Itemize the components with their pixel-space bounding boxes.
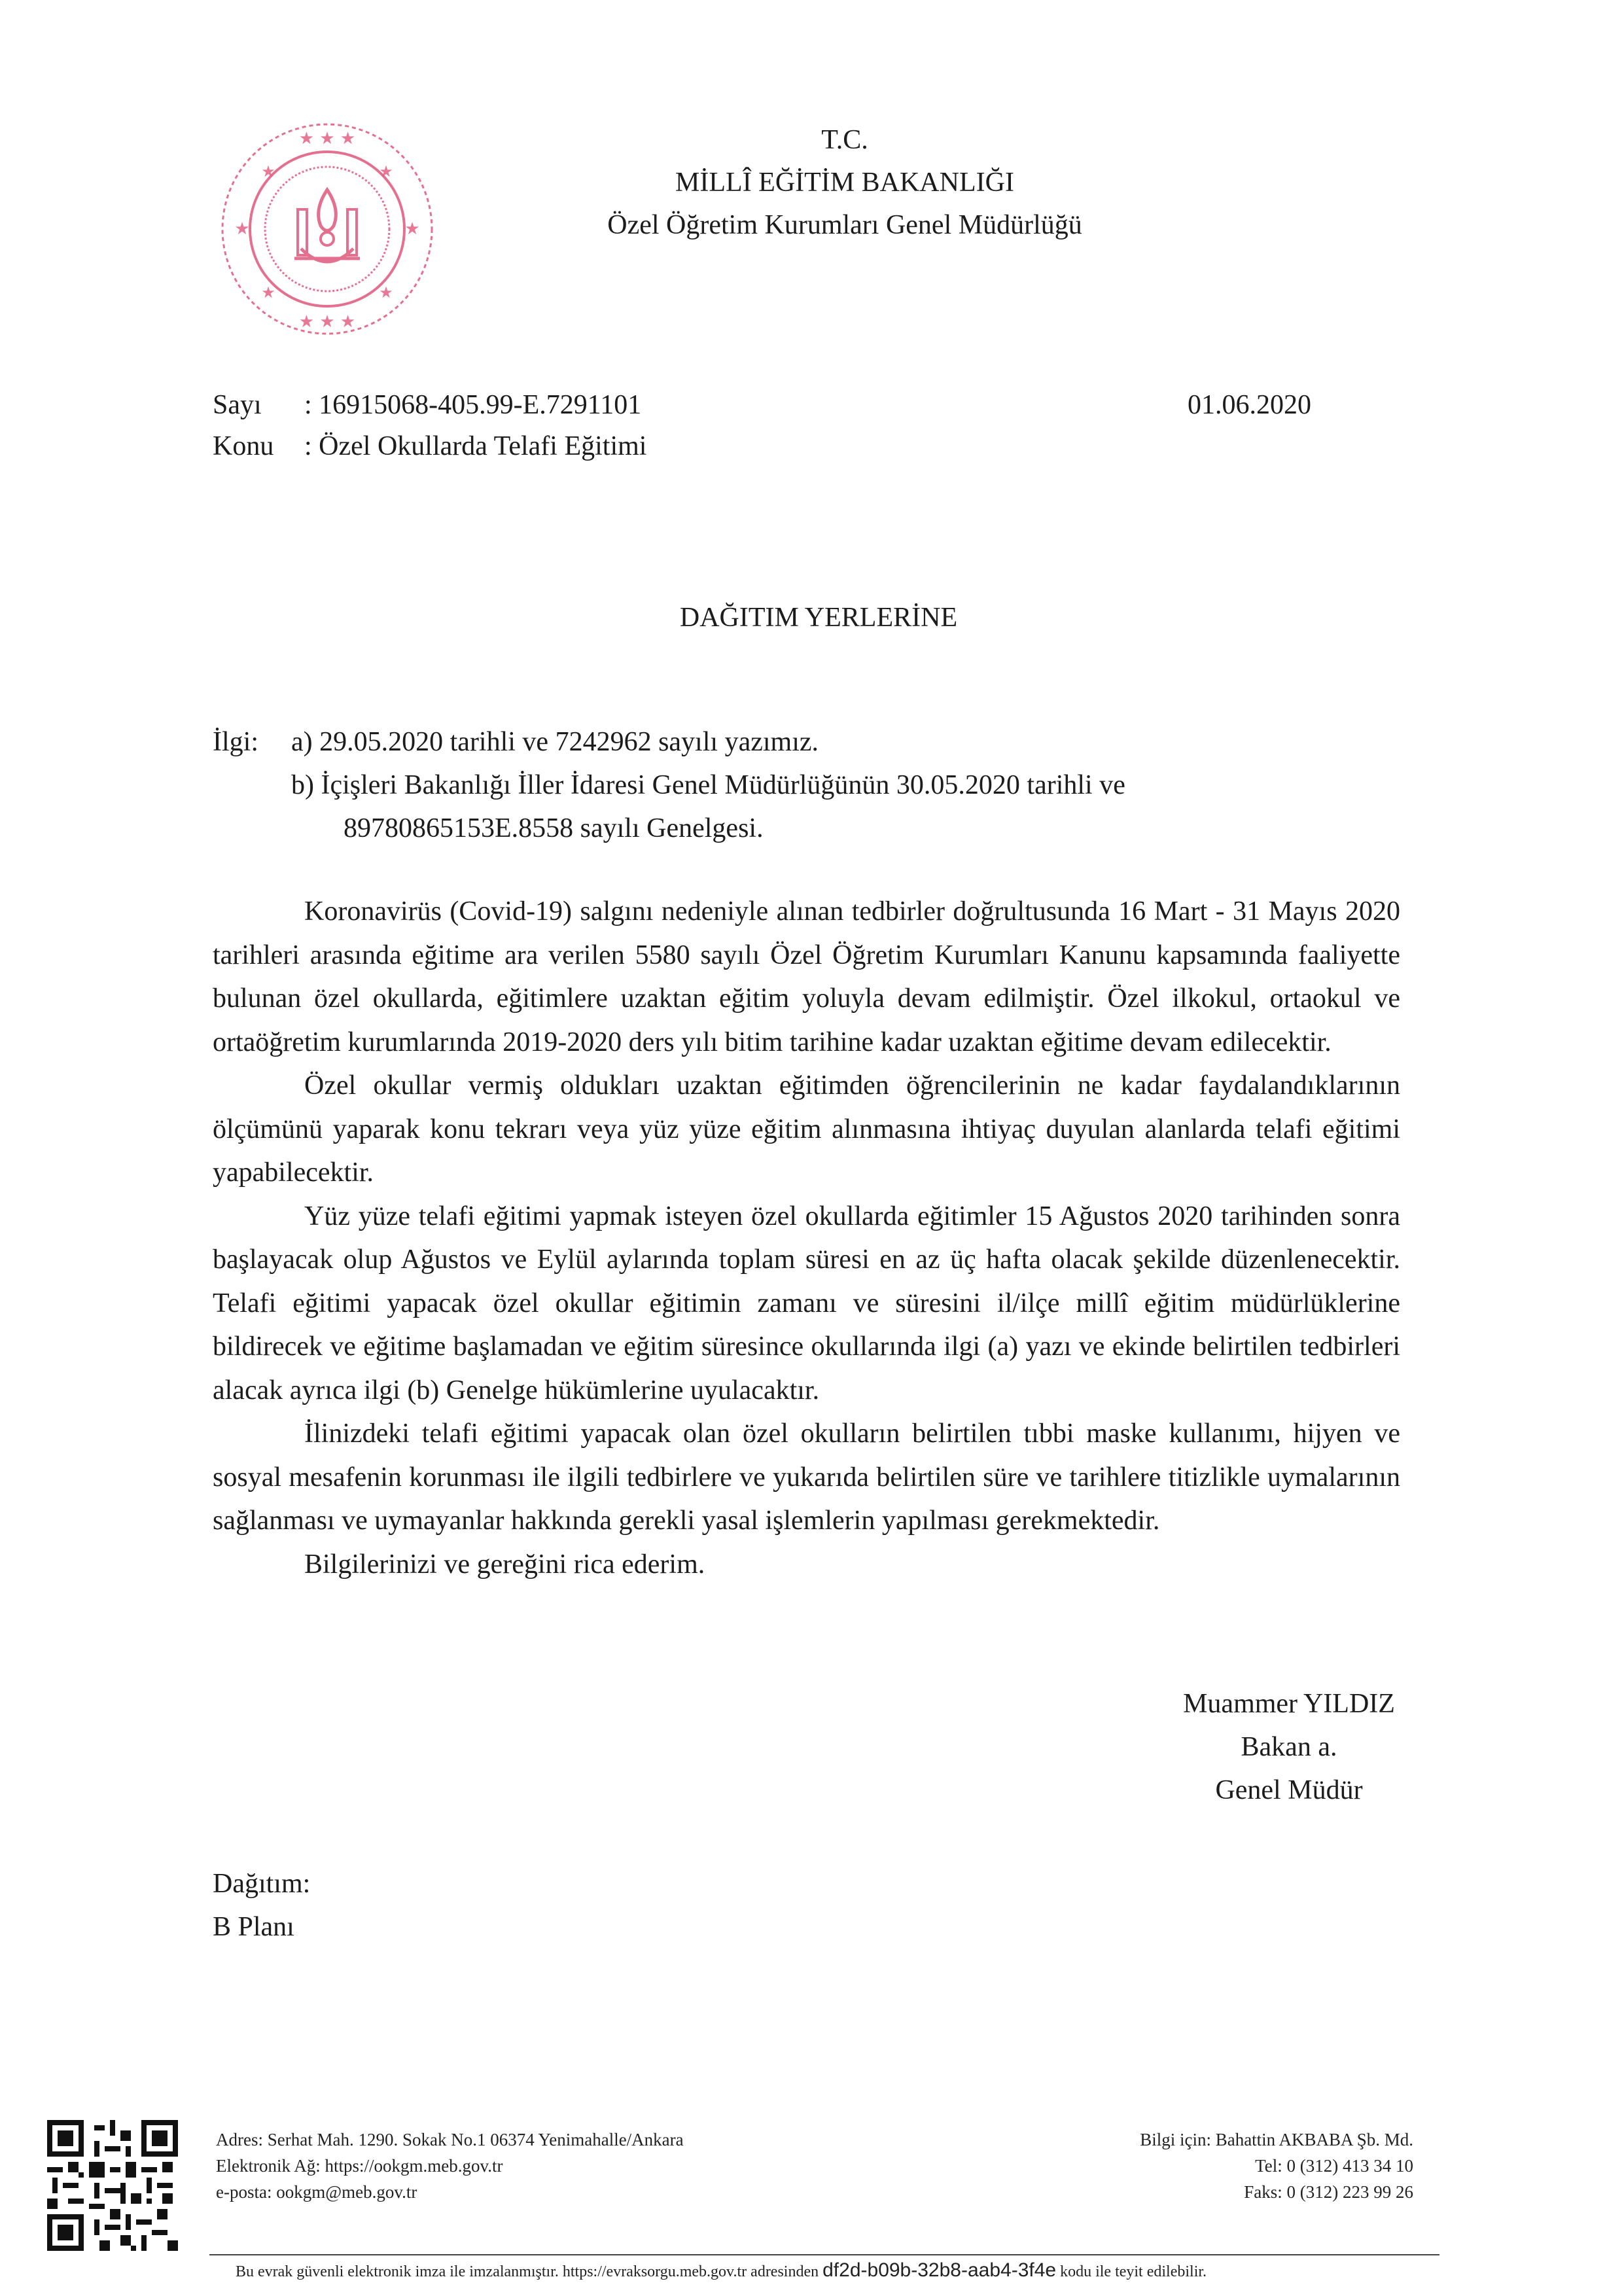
footer-info: [1021, 2130, 1413, 2215]
konu-value: : Özel Okullarda Telafi Eğitimi: [304, 431, 647, 461]
footer-email[interactable]: e-posta: ookgm@meb.gov.tr: [216, 2182, 417, 2202]
addressee-text: DAĞITIM YERLERİNE: [679, 603, 958, 633]
ilgi-b-line1: b) İçişleri Bakanlığı İller İdaresi Genel Müdürlüğünün 30.05.2020 tarihli ve: [291, 770, 1125, 800]
signature-block: [1152, 1688, 1426, 1832]
footer-contact: [216, 2130, 870, 2215]
header-ministry: MİLLÎ EĞİTİM BAKANLIĞI: [675, 168, 1014, 198]
header-directorate: Özel Öğretim Kurumları Genel Müdürlüğü: [607, 210, 1082, 240]
paragraph-3: Yüz yüze telafi eğitimi yapmak isteyen özel okullarda eğitimler 15 Ağustos 2020 tarihinden sonra başlayacak olup Ağustos ve Eylül aylarında toplam süresi en az üç hafta olacak şekilde düzenlenecektir. Telafi eğitimi yapacak özel okullar eğitimin zamanı ve süresini il/ilçe millî eğitim müdürlüklerine bildirecek ve eğitime başlamadan ve eğitim süresince okullarında ilgi (a) yazı ve ekinde belirtilen tedbirleri alacak ayrıca ilgi (b) Genelge hükümlerine uyulacaktır.: [213, 1201, 1400, 1405]
svg-text:★: ★: [234, 219, 250, 239]
svg-text:★ ★ ★: ★ ★ ★: [298, 129, 356, 149]
sayi-label: Sayı: [213, 390, 262, 420]
footer-tel: Tel: 0 (312) 413 34 10: [1255, 2156, 1413, 2176]
footer-divider: [209, 2254, 1439, 2255]
svg-text:★: ★: [379, 162, 393, 181]
ilgi-a: a) 29.05.2020 tarihli ve 7242962 sayılı yazımız.: [291, 727, 819, 757]
svg-text:★: ★: [261, 162, 275, 181]
document-meta: [213, 389, 1325, 468]
sayi-value: : 16915068-405.99-E.7291101: [304, 390, 642, 420]
paragraph-5: Bilgilerinizi ve gereğini rica ederim.: [304, 1549, 705, 1580]
ilgi-label: İlgi:: [213, 727, 258, 757]
document-date: 01.06.2020: [1188, 390, 1311, 420]
signatory-role-2: Genel Müdür: [1215, 1775, 1363, 1805]
paragraph-1: Koronavirüs (Covid-19) salgını nedeniyle alınan tedbirler doğrultusunda 16 Mart - 31 Mayıs 2020 tarihleri arasında eğitime ara verilen 5580 sayılı Özel Öğretim Kurumları Kanunu kapsamında faaliyette bulunan özel okullarda, eğitimlere uzaktan eğitim yoluyla devam edilmiştir. Özel ilkokul, ortaokul ve ortaöğretim kurumlarında 2019-2020 ders yılı bitim tarihine kadar uzaktan eğitime devam edilecektir.: [213, 896, 1400, 1057]
qr-code-icon: [47, 2120, 178, 2251]
paragraph-4: İlinizdeki telafi eğitimi yapacak olan özel okulların belirtilen tıbbi maske kullanımı, hijyen ve sosyal mesafenin korunması ile ilgili tedbirlere ve yukarıda belirtilen süre ve tarihlere titizlikle uymalarının sağlanması ve uymayanlar hakkında gerekli yasal işlemlerin yapılması gerekmektedir.: [213, 1419, 1400, 1536]
footer-fax: Faks: 0 (312) 223 99 26: [1244, 2182, 1413, 2202]
verification-code: df2d-b09b-32b8-aab4-3f4e: [822, 2259, 1057, 2281]
footer-address: Adres: Serhat Mah. 1290. Sokak No.1 06374 Yenimahalle/Ankara: [216, 2130, 684, 2149]
svg-text:★: ★: [379, 283, 393, 302]
signatory-name: Muammer YILDIZ: [1183, 1689, 1395, 1719]
svg-text:★: ★: [404, 219, 420, 239]
header-state: T.C.: [821, 125, 868, 155]
distribution-label: Dağıtım:: [213, 1869, 311, 1899]
svg-text:★: ★: [261, 283, 275, 302]
qr-code: [47, 2120, 178, 2251]
addressee: [0, 602, 1624, 633]
distribution-value: B Planı: [213, 1912, 294, 1942]
verification-suffix: kodu ile teyit edilebilir.: [1060, 2263, 1207, 2280]
konu-label: Konu: [213, 431, 274, 461]
verification-line: [236, 2259, 1207, 2282]
svg-text:★ ★ ★: ★ ★ ★: [298, 312, 356, 332]
letter-body: [213, 890, 1400, 1586]
footer-web[interactable]: Elektronik Ağ: https://ookgm.meb.gov.tr: [216, 2156, 503, 2176]
verification-text: Bu evrak güvenli elektronik imza ile imzalanmıştır. https://evraksorgu.meb.gov.tr adresinden: [236, 2263, 819, 2280]
ilgi-b-line2: 89780865153E.8558 sayılı Genelgesi.: [344, 813, 764, 843]
footer-info-person: Bilgi için: Bahattin AKBABA Şb. Md.: [1140, 2130, 1413, 2149]
signatory-role-1: Bakan a.: [1241, 1732, 1337, 1762]
paragraph-2: Özel okullar vermiş oldukları uzaktan eğitimden öğrencilerinin ne kadar faydalandıklarının ölçümünü yaparak konu tekrarı veya yüz yüze eğitim alınmasına ihtiyaç duyulan alanlarda telafi eğitimi yapabilecektir.: [213, 1070, 1400, 1188]
